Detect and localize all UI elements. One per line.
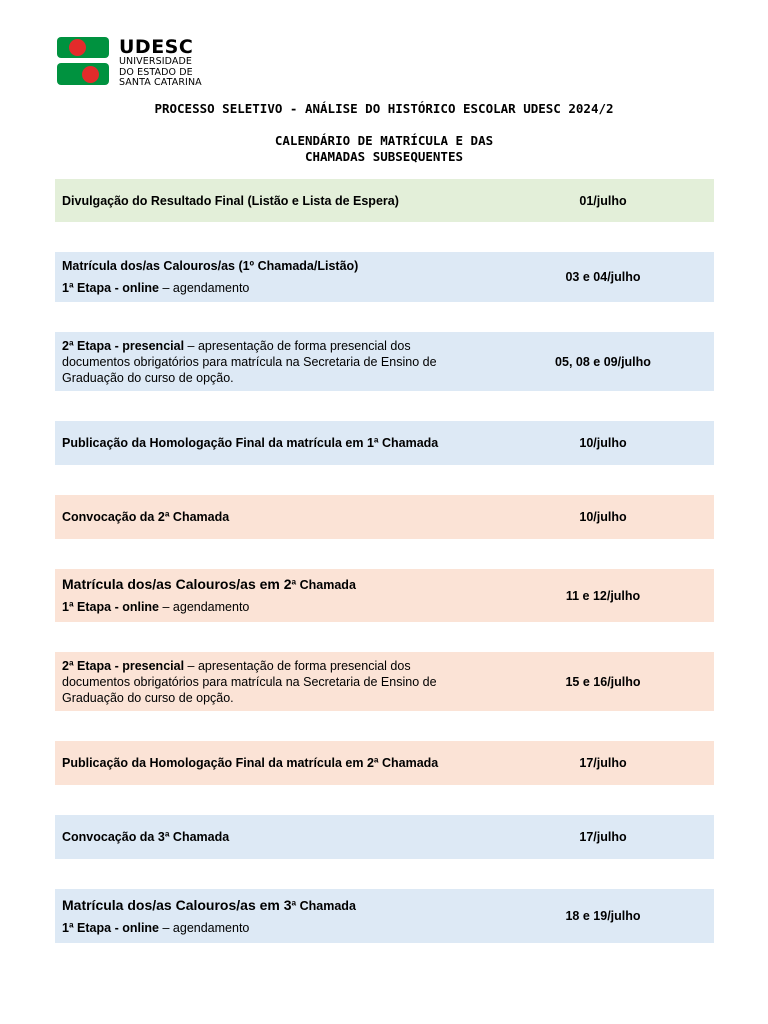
row-description: Matrícula dos/as Calouros/as (1º Chamada/Listão) 1ª Etapa - online – agendamento bbox=[62, 259, 359, 295]
row-description: Publicação da Homologação Final da matrícula em 1ª Chamada bbox=[62, 436, 439, 450]
calendar-row bbox=[55, 332, 714, 391]
calendar-row bbox=[55, 741, 714, 785]
calendar-row bbox=[55, 889, 714, 943]
row-date: 15 e 16/julho bbox=[565, 674, 641, 689]
row-date: 18 e 19/julho bbox=[565, 909, 641, 923]
calendar-row bbox=[55, 652, 714, 711]
row-description: Publicação da Homologação Final da matrícula em 2ª Chamada bbox=[62, 756, 439, 770]
row-date: 01/julho bbox=[579, 193, 627, 208]
logo-subtitle: UNIVERSIDADE DO ESTADO DE SANTA CATARINA bbox=[119, 56, 202, 88]
row-description: 2ª Etapa - presencial – apresentação de forma presencial dos documentos obrigatórios para matrícula na Secretaria de Ensino de Graduação do curso de opção. bbox=[62, 338, 437, 385]
row-date: 05, 08 e 09/julho bbox=[555, 354, 651, 369]
row-date: 11 e 12/julho bbox=[565, 588, 641, 603]
row-date: 17/julho bbox=[579, 830, 627, 844]
document-title: PROCESSO SELETIVO - ANÁLISE DO HISTÓRICO ESCOLAR UDESC 2024/2 bbox=[154, 101, 614, 116]
calendar-row bbox=[55, 421, 714, 465]
row-date: 10/julho bbox=[579, 510, 627, 524]
row-date: 03 e 04/julho bbox=[565, 270, 641, 284]
row-description: Convocação da 2ª Chamada bbox=[62, 510, 230, 524]
row-description: Matrícula dos/as Calouros/as em 3ª Chamada 1ª Etapa - online – agendamento bbox=[62, 896, 356, 935]
calendar-row bbox=[55, 815, 714, 859]
row-description: Divulgação do Resultado Final (Listão e Lista de Espera) bbox=[62, 193, 399, 208]
udesc-logo bbox=[57, 37, 207, 87]
row-description: 2ª Etapa - presencial – apresentação de forma presencial dos documentos obrigatórios para matrícula na Secretaria de Ensino de Graduação do curso de opção. bbox=[62, 658, 437, 705]
logo-brand: UDESC bbox=[119, 36, 194, 58]
row-date: 10/julho bbox=[579, 436, 627, 450]
calendar-row bbox=[55, 495, 714, 539]
calendar-row bbox=[55, 252, 714, 302]
row-description: Matrícula dos/as Calouros/as em 2ª Chamada 1ª Etapa - online – agendamento bbox=[62, 576, 356, 614]
document-subtitle: CALENDÁRIO DE MATRÍCULA E DAS CHAMADAS SUBSEQUENTES bbox=[274, 133, 494, 164]
udesc-emblem-icon bbox=[57, 37, 109, 85]
calendar-row bbox=[55, 179, 714, 222]
calendar-row bbox=[55, 569, 714, 622]
row-date: 17/julho bbox=[579, 756, 627, 770]
row-description: Convocação da 3ª Chamada bbox=[62, 830, 230, 844]
